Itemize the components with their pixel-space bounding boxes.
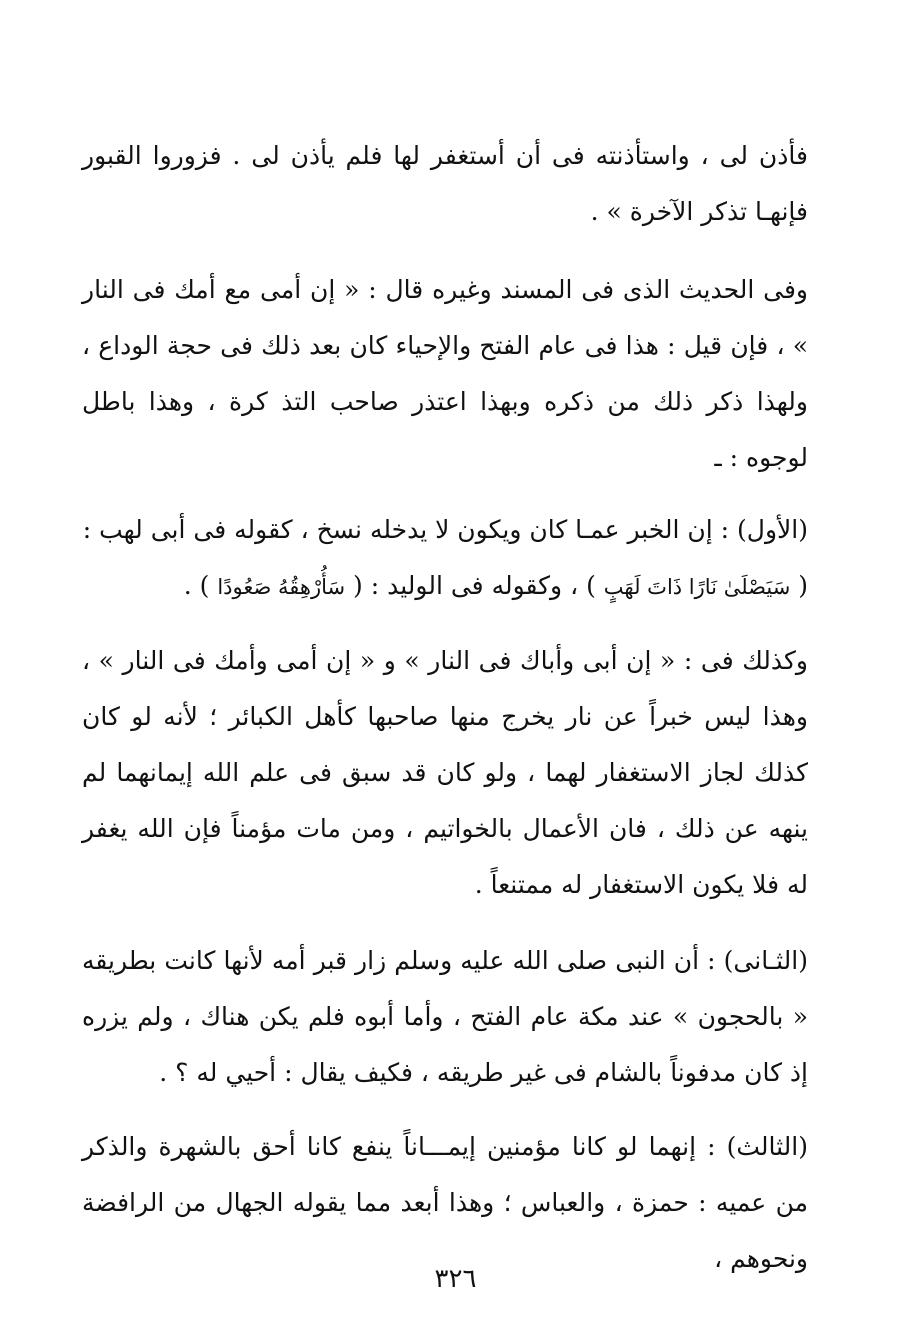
paragraph-4: وكذلك فى : « إن أبى وأباك فى النار » و « إن أمى وأمك فى النار » ، وهذا ليس خبراً عن نار يخرج منها صاحبها كأهل الكبائر ؛ لأنه لو كان كذلك لجاز الاستغفار لهما ، ولو كان قد سبق فى علم الله إيمانهما لم ينهه عن ذلك ، فان الأعمال بالخواتيم ، ومن مات مؤمناً فإن الله يغفر له فلا يكون الاستغفار له ممتنعاً . [82, 646, 808, 899]
paragraph-3 [82, 502, 808, 615]
page-body [82, 128, 808, 1287]
paragraph-5: (الثـانى) : أن النبى صلى الله عليه وسلم زار قبر أمه لأنها كانت بطريقه « بالحجون » عند مكة عام الفتح ، وأما أبوه فلم يكن هناك ، ولم يزره إذ كان مدفوناً بالشام فى غير طريقه ، فكيف يقال : أحيي له ؟ . [82, 946, 808, 1087]
paragraph-3-text: (الأول) : إن الخبر عمـا كان ويكون لا يدخله نسخ ، كقوله فى أبى لهب : [82, 515, 808, 544]
quran-close: ) . [183, 571, 218, 600]
quran-middle-text: ) ، وكقوله فى الوليد : ( [345, 571, 604, 600]
quran-open-1: ( [790, 571, 808, 600]
quran-verse-2: سَأُرْهِقُهُ صَعُودًا [217, 575, 346, 599]
paragraph-2: وفى الحديث الذى فى المسند وغيره قال : « إن أمى مع أمك فى النار » ، فإن قيل : هذا فى عام الفتح والإحياء كان بعد ذلك فى حجة الوداع ، ولهذا ذكر ذلك من ذكره وبهذا اعتذر صاحب التذ كرة ، وهذا باطل لوجوه : ـ [82, 275, 808, 472]
quran-verse-1: سَيَصْلَىٰ نَارًا ذَاتَ لَهَبٍ [603, 575, 791, 599]
paragraph-6: (الثالث) : إنهما لو كانا مؤمنين إيمـــاناً ينفع كانا أحق بالشهرة والذكر من عميه : حمزة ، والعباس ؛ وهذا أبعد مما يقوله الجهال من الرافضة ونحوهم ، [82, 1132, 808, 1273]
paragraph-1: فأذن لى ، واستأذنته فى أن أستغفر لها فلم يأذن لى . فزوروا القبور فإنهـا تذكر الآخرة » . [82, 141, 808, 226]
page-number: ٣٢٦ [434, 1264, 477, 1294]
